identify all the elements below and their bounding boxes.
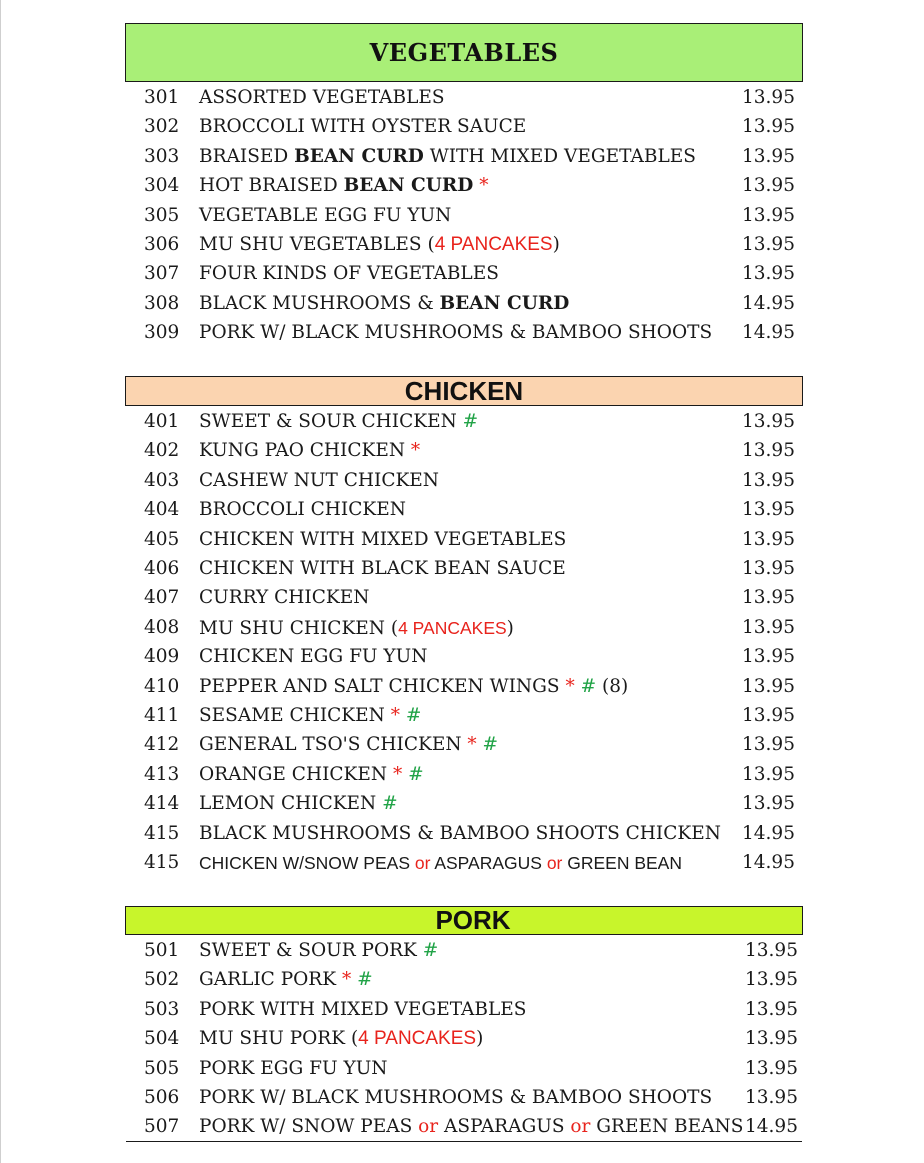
item-number: 403 (144, 469, 180, 491)
item-number: 406 (144, 558, 180, 579)
item-price: 13.95 (742, 175, 795, 197)
item-number: 501 (144, 940, 180, 961)
item-name-part: BEAN CURD (294, 145, 424, 167)
item-price: 14.95 (745, 1116, 798, 1138)
item-name-part: MU SHU PORK ( (199, 1028, 359, 1050)
item-name-part: PORK W/ BLACK MUSHROOMS & BAMBOO SHOOTS (199, 1087, 713, 1108)
item-number: 415 (144, 852, 180, 873)
item-number: 303 (144, 145, 180, 167)
item-name (199, 939, 438, 963)
item-name-part: or (546, 853, 563, 873)
item-name-part: MU SHU CHICKEN ( (199, 617, 399, 639)
item-name-part: HOT BRAISED (199, 175, 344, 197)
menu-item-row (0, 321, 924, 345)
item-price: 13.95 (742, 675, 795, 697)
item-name-part: # (382, 793, 398, 815)
item-number: 415 (144, 822, 180, 844)
item-price: 13.95 (742, 234, 795, 255)
item-name-part: BROCCOLI CHICKEN (199, 499, 406, 521)
item-name-part: BEAN CURD (343, 175, 474, 197)
menu-item-row (0, 939, 924, 963)
item-name-part: # (482, 734, 499, 756)
item-name-part: ASPARAGUS (430, 853, 547, 873)
chicken-section-header (125, 376, 803, 406)
item-name-part: GREEN BEANS (590, 1116, 744, 1138)
menu-item-row (0, 704, 924, 728)
item-name (199, 469, 439, 493)
item-name-part: # (408, 763, 424, 785)
item-name-part: # (462, 411, 479, 432)
item-number: 307 (144, 263, 180, 285)
item-name (199, 998, 526, 1022)
item-name (199, 851, 682, 876)
item-name-part: 4 PANCAKES (434, 234, 553, 255)
item-price: 13.95 (742, 528, 795, 550)
item-price: 13.95 (745, 1057, 798, 1079)
item-price: 13.95 (742, 587, 795, 609)
bottom-divider (126, 1141, 802, 1142)
item-name (199, 410, 478, 434)
item-number: 301 (144, 87, 180, 108)
menu-item-row (0, 998, 924, 1022)
item-price: 13.95 (745, 998, 798, 1020)
item-name-part: # (357, 969, 373, 991)
item-number: 409 (144, 646, 180, 668)
item-name-part: ASSORTED VEGETABLES (199, 87, 445, 108)
item-number: 502 (144, 969, 180, 991)
item-name (199, 145, 696, 169)
item-name-part: # (580, 675, 597, 697)
item-name (199, 792, 398, 816)
item-name (199, 616, 514, 641)
item-name-part: VEGETABLE EGG FU YUN (199, 204, 452, 226)
item-price: 13.95 (742, 411, 795, 432)
item-name (199, 115, 526, 139)
item-number: 304 (144, 175, 180, 197)
item-number: 412 (144, 734, 180, 756)
item-name-part: * (467, 734, 477, 756)
item-name-part: CHICKEN WITH MIXED VEGETABLES (199, 528, 567, 550)
item-number: 413 (144, 763, 180, 785)
item-price: 13.95 (742, 734, 795, 756)
item-name-part: * (473, 175, 489, 197)
section-title: CHICKEN (404, 375, 524, 406)
item-price: 13.95 (745, 1028, 798, 1050)
menu-item-row (0, 115, 924, 139)
item-name-part: ) (552, 234, 560, 255)
item-number: 401 (144, 411, 180, 432)
item-price: 13.95 (742, 616, 795, 638)
menu-item-row (0, 292, 924, 316)
item-name-part: 4 PANCAKES (398, 617, 507, 638)
item-number: 402 (144, 440, 180, 462)
item-number: 505 (144, 1057, 180, 1079)
item-number: 305 (144, 204, 180, 226)
item-name (199, 645, 427, 669)
item-price: 13.95 (742, 87, 795, 108)
item-name-part: ASPARAGUS (438, 1116, 571, 1138)
item-price: 13.95 (742, 646, 795, 668)
item-number: 308 (144, 292, 180, 314)
item-name-part: or (414, 853, 431, 873)
item-name-part: or (570, 1116, 591, 1138)
item-price: 13.95 (745, 969, 798, 991)
item-name (199, 439, 420, 463)
menu-item-row (0, 145, 924, 169)
menu-item-row (0, 557, 924, 581)
item-name-part: CURRY CHICKEN (199, 587, 370, 609)
item-number: 411 (144, 705, 180, 726)
menu-item-row (0, 763, 924, 787)
item-price: 14.95 (742, 852, 795, 873)
item-name-part: BLACK MUSHROOMS & BAMBOO SHOOTS CHICKEN (199, 822, 721, 844)
item-price: 13.95 (742, 558, 795, 579)
item-number: 302 (144, 116, 180, 138)
item-price: 13.95 (742, 705, 795, 726)
menu-item-row (0, 204, 924, 228)
menu-item-row (0, 586, 924, 610)
item-name (199, 292, 569, 316)
item-name (199, 204, 451, 228)
item-name (199, 1086, 712, 1110)
menu-item-row (0, 851, 924, 875)
section-title: VEGETABLES (369, 38, 559, 67)
item-name-part: 4 PANCAKES (358, 1028, 477, 1050)
item-name-part: KUNG PAO CHICKEN (199, 440, 411, 462)
item-name-part: ORANGE CHICKEN (199, 763, 393, 785)
item-name-part: BEAN CURD (439, 292, 570, 314)
menu-item-row (0, 439, 924, 463)
item-name-part: SWEET & SOUR CHICKEN (199, 411, 463, 432)
item-name-part: CASHEW NUT CHICKEN (199, 469, 439, 491)
item-name (199, 321, 712, 345)
item-name (199, 557, 566, 581)
item-name-part: ) (476, 1028, 484, 1050)
item-number: 504 (144, 1028, 180, 1050)
item-name-part: * (410, 440, 421, 462)
menu-item-row (0, 233, 924, 257)
item-name-part: BRAISED (199, 145, 295, 167)
item-name-part: SESAME CHICKEN (199, 705, 391, 726)
menu-item-row (0, 968, 924, 992)
item-name-part: * (390, 705, 400, 726)
item-number: 309 (144, 322, 180, 344)
menu-item-row (0, 498, 924, 522)
item-number: 506 (144, 1087, 180, 1108)
pork-section-header (125, 906, 803, 935)
item-name-part: GENERAL TSO'S CHICKEN (199, 734, 468, 756)
item-name-part: # (405, 705, 422, 726)
item-price: 14.95 (742, 822, 795, 844)
item-name (199, 733, 498, 757)
menu-item-row (0, 262, 924, 286)
menu-item-row (0, 733, 924, 757)
menu-item-row (0, 469, 924, 493)
item-price: 13.95 (742, 469, 795, 491)
item-price: 13.95 (742, 204, 795, 226)
menu-item-row (0, 410, 924, 434)
item-price: 13.95 (742, 145, 795, 167)
menu-item-row (0, 86, 924, 110)
item-number: 404 (144, 499, 180, 521)
item-name-part: PORK WITH MIXED VEGETABLES (199, 998, 527, 1020)
item-price: 13.95 (745, 940, 798, 961)
vegetables-section-header (125, 23, 803, 82)
item-name-part: LEMON CHICKEN (199, 793, 383, 815)
item-name (199, 675, 628, 699)
menu-item-row (0, 675, 924, 699)
item-name-part: # (422, 940, 439, 961)
item-number: 507 (144, 1116, 180, 1138)
item-name-part: CHICKEN EGG FU YUN (199, 646, 428, 668)
item-number: 503 (144, 998, 180, 1020)
menu-item-row (0, 1086, 924, 1110)
item-number: 306 (144, 234, 180, 255)
item-name (199, 528, 566, 552)
item-price: 14.95 (742, 322, 795, 344)
item-name-part: * (392, 763, 403, 785)
item-name (199, 1027, 483, 1051)
item-name (199, 233, 560, 257)
item-price: 13.95 (742, 763, 795, 785)
item-name-part: PORK W/ BLACK MUSHROOMS & BAMBOO SHOOTS (199, 322, 713, 344)
menu-item-row (0, 1115, 924, 1139)
item-name (199, 1115, 743, 1139)
item-number: 408 (144, 616, 180, 638)
item-name-part: BROCCOLI WITH OYSTER SAUCE (199, 116, 527, 138)
item-number: 414 (144, 793, 180, 815)
item-number: 410 (144, 675, 180, 697)
item-price: 13.95 (745, 1087, 798, 1108)
item-price: 13.95 (742, 263, 795, 285)
menu-item-row (0, 528, 924, 552)
item-name (199, 1057, 388, 1081)
item-name-part: PORK W/ SNOW PEAS (199, 1116, 419, 1138)
item-name-part: FOUR KINDS OF VEGETABLES (199, 263, 499, 285)
menu-item-row (0, 792, 924, 816)
item-price: 13.95 (742, 116, 795, 138)
item-name-part: SWEET & SOUR PORK (199, 940, 423, 961)
item-price: 13.95 (742, 793, 795, 815)
item-name-part: MU SHU VEGETABLES ( (199, 234, 435, 255)
menu-item-row (0, 1027, 924, 1051)
item-name-part: * (565, 675, 575, 697)
item-name (199, 704, 421, 728)
item-number: 407 (144, 587, 180, 609)
item-name-part: BLACK MUSHROOMS & (199, 292, 440, 314)
item-price: 14.95 (742, 292, 795, 314)
item-name-part: ) (506, 617, 514, 639)
item-name (199, 86, 445, 110)
item-name (199, 262, 499, 286)
item-name (199, 822, 721, 846)
item-name (199, 498, 406, 522)
item-name-part: * (341, 969, 352, 991)
item-number: 405 (144, 528, 180, 550)
menu-item-row (0, 616, 924, 640)
item-price: 13.95 (742, 499, 795, 521)
item-name-part: or (418, 1116, 439, 1138)
menu-item-row (0, 645, 924, 669)
item-name-part: (8) (596, 675, 629, 697)
item-name-part: WITH MIXED VEGETABLES (423, 145, 696, 167)
item-name (199, 763, 424, 787)
item-name (199, 968, 373, 992)
menu-item-row (0, 1057, 924, 1081)
item-name-part: GARLIC PORK (199, 969, 342, 991)
item-name-part: GREEN BEAN (562, 853, 682, 873)
item-name (199, 174, 488, 198)
section-title: PORK (435, 905, 511, 935)
menu-item-row (0, 822, 924, 846)
item-name-part: PEPPER AND SALT CHICKEN WINGS (199, 675, 566, 697)
item-price: 13.95 (742, 440, 795, 462)
item-name-part: CHICKEN WITH BLACK BEAN SAUCE (199, 558, 566, 579)
item-name-part: CHICKEN W/SNOW PEAS (199, 853, 415, 873)
menu-item-row (0, 174, 924, 198)
item-name (199, 586, 369, 610)
item-name-part: PORK EGG FU YUN (199, 1057, 388, 1079)
